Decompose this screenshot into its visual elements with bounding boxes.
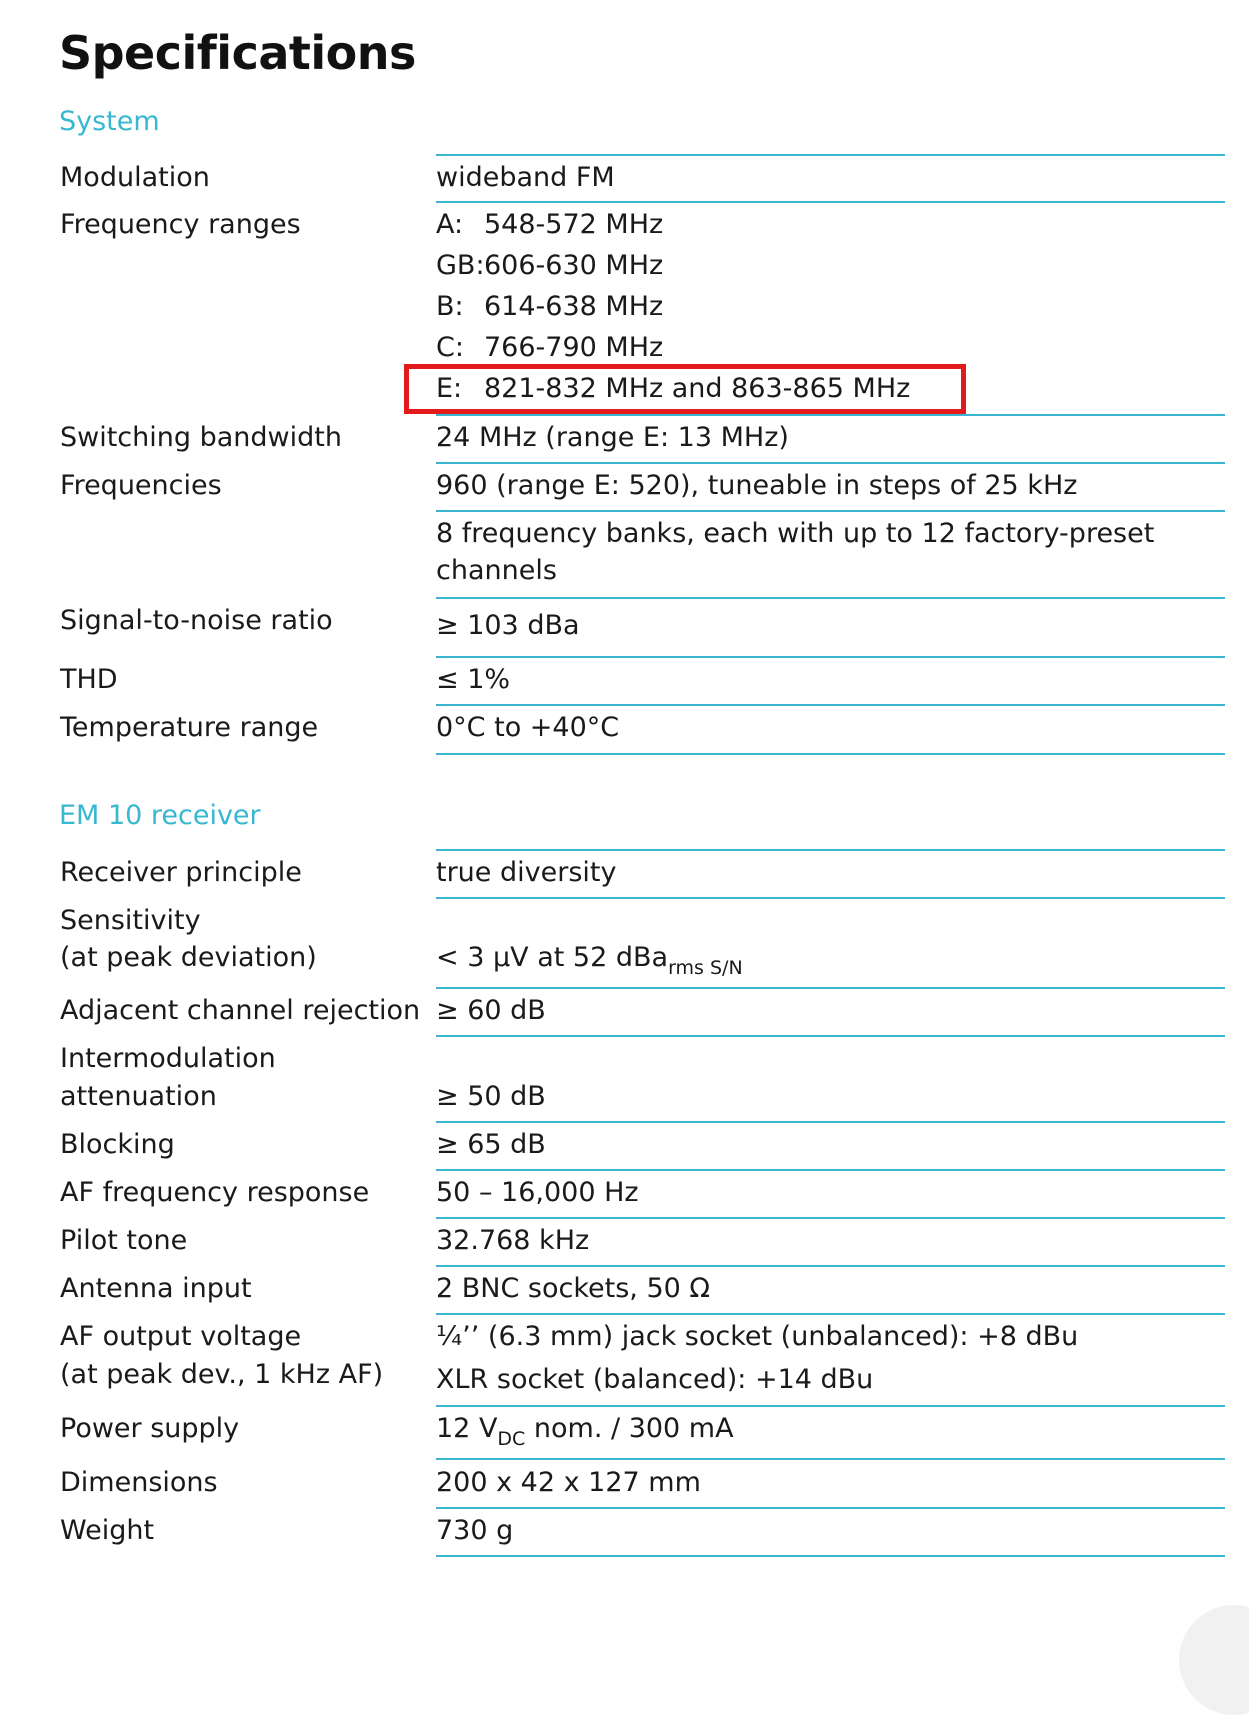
- spec-label-adjacent-channel: Adjacent channel rejection: [60, 995, 421, 1026]
- spec-label-sensitivity: Sensitivity: [60, 905, 201, 936]
- spec-label-intermodulation-cont: attenuation: [60, 1081, 217, 1112]
- divider: [436, 462, 1225, 464]
- frequency-range-item: [436, 211, 663, 238]
- sensitivity-sub: rms S/N: [668, 957, 743, 979]
- range-value: 606-630 MHz: [484, 250, 664, 281]
- divider: [436, 1121, 1225, 1123]
- divider: [436, 849, 1225, 851]
- range-value: 766-790 MHz: [484, 332, 664, 363]
- divider: [436, 1035, 1225, 1037]
- divider: [436, 1169, 1225, 1171]
- spec-label-frequency-ranges: Frequency ranges: [60, 209, 301, 240]
- divider: [436, 1217, 1225, 1219]
- spec-label-antenna: Antenna input: [60, 1273, 252, 1304]
- divider: [436, 987, 1225, 989]
- spec-value-frequencies: 960 (range E: 520), tuneable in steps of 25 kHz: [436, 470, 1078, 501]
- spec-value-intermodulation: ≥ 50 dB: [436, 1081, 546, 1112]
- spec-value-frequency-banks: 8 frequency banks, each with up to 12 factory-preset: [436, 518, 1155, 549]
- spec-label-af-output-note: (at peak dev., 1 kHz AF): [60, 1359, 384, 1390]
- spec-label-modulation: Modulation: [60, 162, 210, 193]
- divider: [436, 597, 1225, 599]
- spec-label-switching-bandwidth: Switching bandwidth: [60, 422, 342, 453]
- power-rest: nom. / 300 mA: [525, 1413, 734, 1444]
- spec-value-modulation: wideband FM: [436, 162, 615, 193]
- range-code: C:: [436, 332, 464, 363]
- section-heading-system: System: [59, 106, 160, 137]
- spec-value-pilot-tone: 32.768 kHz: [436, 1225, 590, 1256]
- divider: [436, 1313, 1225, 1315]
- spec-label-blocking: Blocking: [60, 1129, 175, 1160]
- spec-value-blocking: ≥ 65 dB: [436, 1129, 546, 1160]
- spec-label-snr: Signal-to-noise ratio: [60, 605, 333, 636]
- range-code: E:: [436, 373, 463, 404]
- divider: [436, 1458, 1225, 1460]
- spec-value-switching-bandwidth: 24 MHz (range E: 13 MHz): [436, 422, 789, 453]
- divider: [436, 897, 1225, 899]
- sensitivity-main: < 3 µV at 52 dBa: [436, 942, 669, 973]
- divider: [436, 154, 1225, 156]
- spec-label-intermodulation: Intermodulation: [60, 1043, 276, 1074]
- spec-value-receiver-principle: true diversity: [436, 857, 617, 888]
- range-value: 548-572 MHz: [484, 209, 664, 240]
- divider: [436, 414, 1225, 416]
- frequency-range-item: [436, 252, 663, 279]
- divider: [436, 201, 1225, 203]
- divider: [436, 510, 1225, 512]
- divider: [436, 1555, 1225, 1557]
- divider: [436, 1507, 1225, 1509]
- spec-label-pilot-tone: Pilot tone: [60, 1225, 188, 1256]
- range-code: B:: [436, 291, 464, 322]
- spec-value-temperature: 0°C to +40°C: [436, 712, 620, 743]
- spec-value-af-output-jack: ¼’’ (6.3 mm) jack socket (unbalanced): +8 dBu: [436, 1321, 1079, 1352]
- spec-value-frequency-banks-cont: channels: [436, 555, 557, 586]
- divider: [436, 704, 1225, 706]
- spec-value-antenna: 2 BNC sockets, 50 Ω: [436, 1273, 711, 1304]
- power-sub: DC: [497, 1428, 526, 1450]
- highlight-box: [404, 364, 966, 414]
- range-value: 614-638 MHz: [484, 291, 664, 322]
- power-main: 12 V: [436, 1413, 498, 1444]
- spec-value-dimensions: 200 x 42 x 127 mm: [436, 1467, 701, 1498]
- page-title: Specifications: [59, 26, 416, 80]
- spec-label-receiver-principle: Receiver principle: [60, 857, 302, 888]
- spec-label-dimensions: Dimensions: [60, 1467, 218, 1498]
- spec-label-thd: THD: [60, 664, 118, 695]
- divider: [436, 656, 1225, 658]
- spec-value-sensitivity: [436, 944, 743, 978]
- divider: [436, 1265, 1225, 1267]
- spec-value-snr: ≥ 103 dBa: [436, 610, 580, 641]
- spec-value-af-response: 50 – 16,000 Hz: [436, 1177, 639, 1208]
- spec-label-af-output: AF output voltage: [60, 1321, 302, 1352]
- spec-value-adjacent-channel: ≥ 60 dB: [436, 995, 546, 1026]
- spec-label-frequencies: Frequencies: [60, 470, 222, 501]
- frequency-range-item: [436, 293, 663, 320]
- spec-label-temperature: Temperature range: [60, 712, 319, 743]
- spec-value-af-output-xlr: XLR socket (balanced): +14 dBu: [436, 1364, 874, 1395]
- spec-label-weight: Weight: [60, 1515, 155, 1546]
- divider: [436, 753, 1225, 755]
- spec-label-sensitivity-note: (at peak deviation): [60, 942, 317, 973]
- divider: [436, 1405, 1225, 1407]
- range-value: 821-832 MHz and 863-865 MHz: [484, 373, 911, 404]
- range-code: GB:: [436, 250, 485, 281]
- spec-value-thd: ≤ 1%: [436, 664, 511, 695]
- section-heading-receiver: EM 10 receiver: [59, 800, 261, 831]
- range-code: A:: [436, 209, 464, 240]
- page-curl-shadow: [1179, 1605, 1249, 1715]
- spec-value-power: [436, 1415, 734, 1449]
- spec-label-af-response: AF frequency response: [60, 1177, 370, 1208]
- frequency-range-item: [436, 334, 663, 361]
- spec-label-power: Power supply: [60, 1413, 240, 1444]
- spec-value-weight: 730 g: [436, 1515, 514, 1546]
